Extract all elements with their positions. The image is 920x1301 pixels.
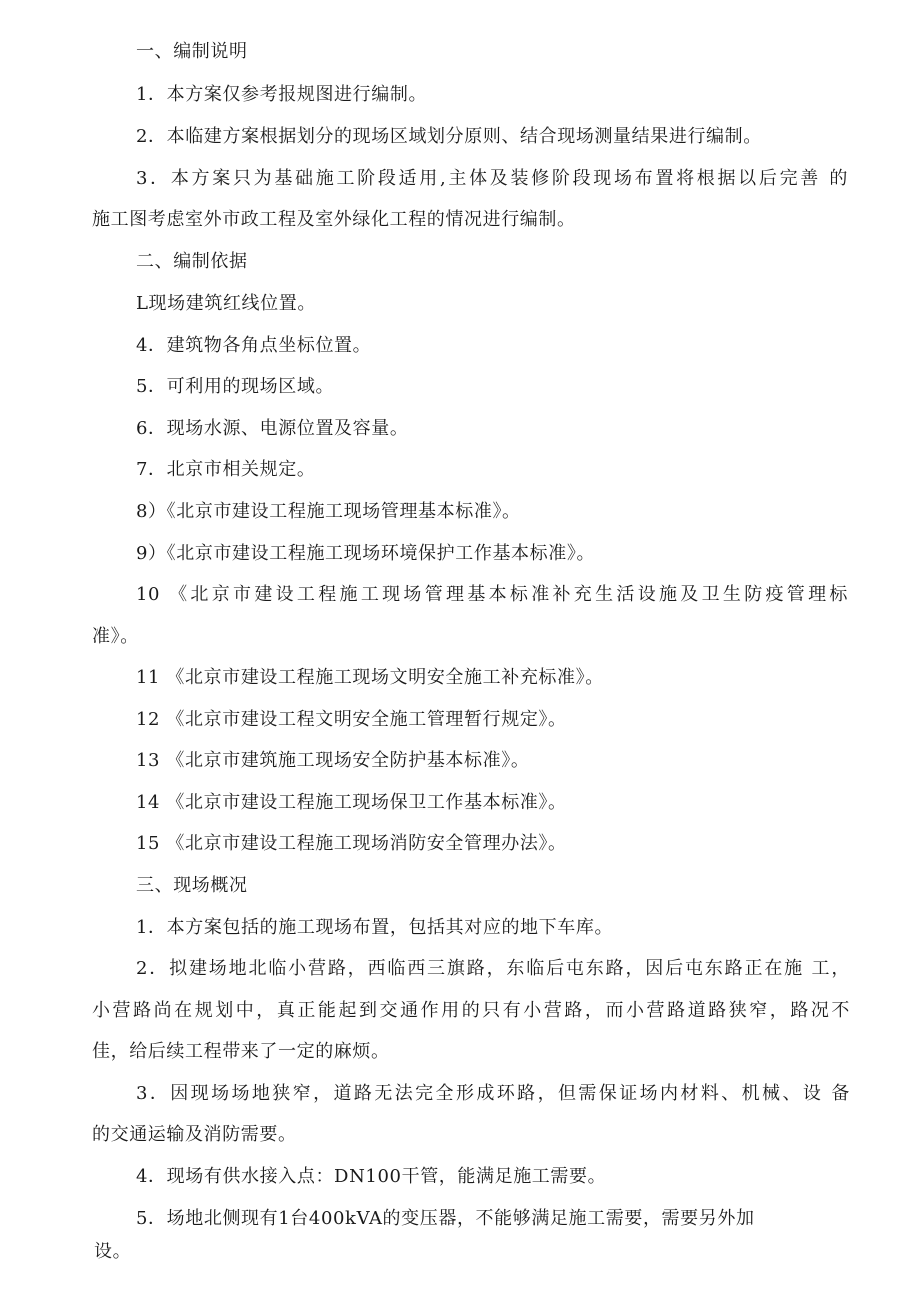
list-item: 4．建筑物各角点坐标位置。: [136, 335, 372, 356]
list-item: 12 《北京市建设工程文明安全施工管理暂行规定》。: [136, 709, 567, 730]
paragraph-line: 2．拟建场地北临小营路，西临西三旗路，东临后屯东路，因后屯东路正在施 工，: [136, 958, 850, 979]
list-item: 9）《北京市建设工程施工现场环境保护工作基本标准》。: [136, 543, 596, 564]
list-item: 15 《北京市建设工程施工现场消防安全管理办法》。: [136, 833, 567, 854]
list-item: 13 《北京市建筑施工现场安全防护基本标准》。: [136, 750, 530, 771]
paragraph-line: 小营路尚在规划中，真正能起到交通作用的只有小营路，而小营路道路狭窄，路况不: [92, 1000, 850, 1021]
section-heading-2: 二、编制依据: [136, 251, 248, 272]
section-heading-3: 三、现场概况: [136, 875, 248, 896]
list-item: 10 《北京市建设工程施工现场管理基本标准补充生活设施及卫生防疫管理标: [136, 584, 848, 605]
paragraph-line: 1．本方案仅参考报规图进行编制。: [136, 84, 428, 105]
list-item: 8）《北京市建设工程施工现场管理基本标准》。: [136, 501, 521, 522]
list-item: 准》。: [92, 626, 139, 647]
list-item: 6．现场水源、电源位置及容量。: [136, 418, 409, 439]
paragraph-line: 施工图考虑室外市政工程及室外绿化工程的情况进行编制。: [92, 209, 576, 230]
list-item: 11 《北京市建设工程施工现场文明安全施工补充标准》。: [136, 667, 604, 688]
list-item: 5．可利用的现场区域。: [136, 376, 335, 397]
list-item: 14 《北京市建设工程施工现场保卫工作基本标准》。: [136, 792, 567, 813]
paragraph-line: 5．场地北侧现有1台400kVA的变压器，不能够满足施工需要，需要另外加: [136, 1208, 755, 1229]
paragraph-line: 1．本方案包括的施工现场布置，包括其对应的地下车库。: [136, 917, 614, 938]
paragraph-line: 佳，给后续工程带来了一定的麻烦。: [92, 1041, 390, 1062]
list-item: L现场建筑红线位置。: [136, 293, 316, 314]
section-heading-1: 一、编制说明: [136, 41, 248, 62]
list-item: 7．北京市相关规定。: [136, 459, 316, 480]
paragraph-line: 的交通运输及消防需要。: [92, 1124, 297, 1145]
paragraph-line: 4．现场有供水接入点：DN100干管，能满足施工需要。: [136, 1166, 607, 1187]
paragraph-line: 2．本临建方案根据划分的现场区域划分原则、结合现场测量结果进行编制。: [136, 126, 762, 147]
paragraph-line: 设。: [94, 1241, 132, 1262]
paragraph-line: 3．本方案只为基础施工阶段适用,主体及装修阶段现场布置将根据以后完善 的: [136, 168, 848, 189]
paragraph-line: 3．因现场场地狭窄，道路无法完全形成环路，但需保证场内材料、机械、设 备: [136, 1083, 850, 1104]
